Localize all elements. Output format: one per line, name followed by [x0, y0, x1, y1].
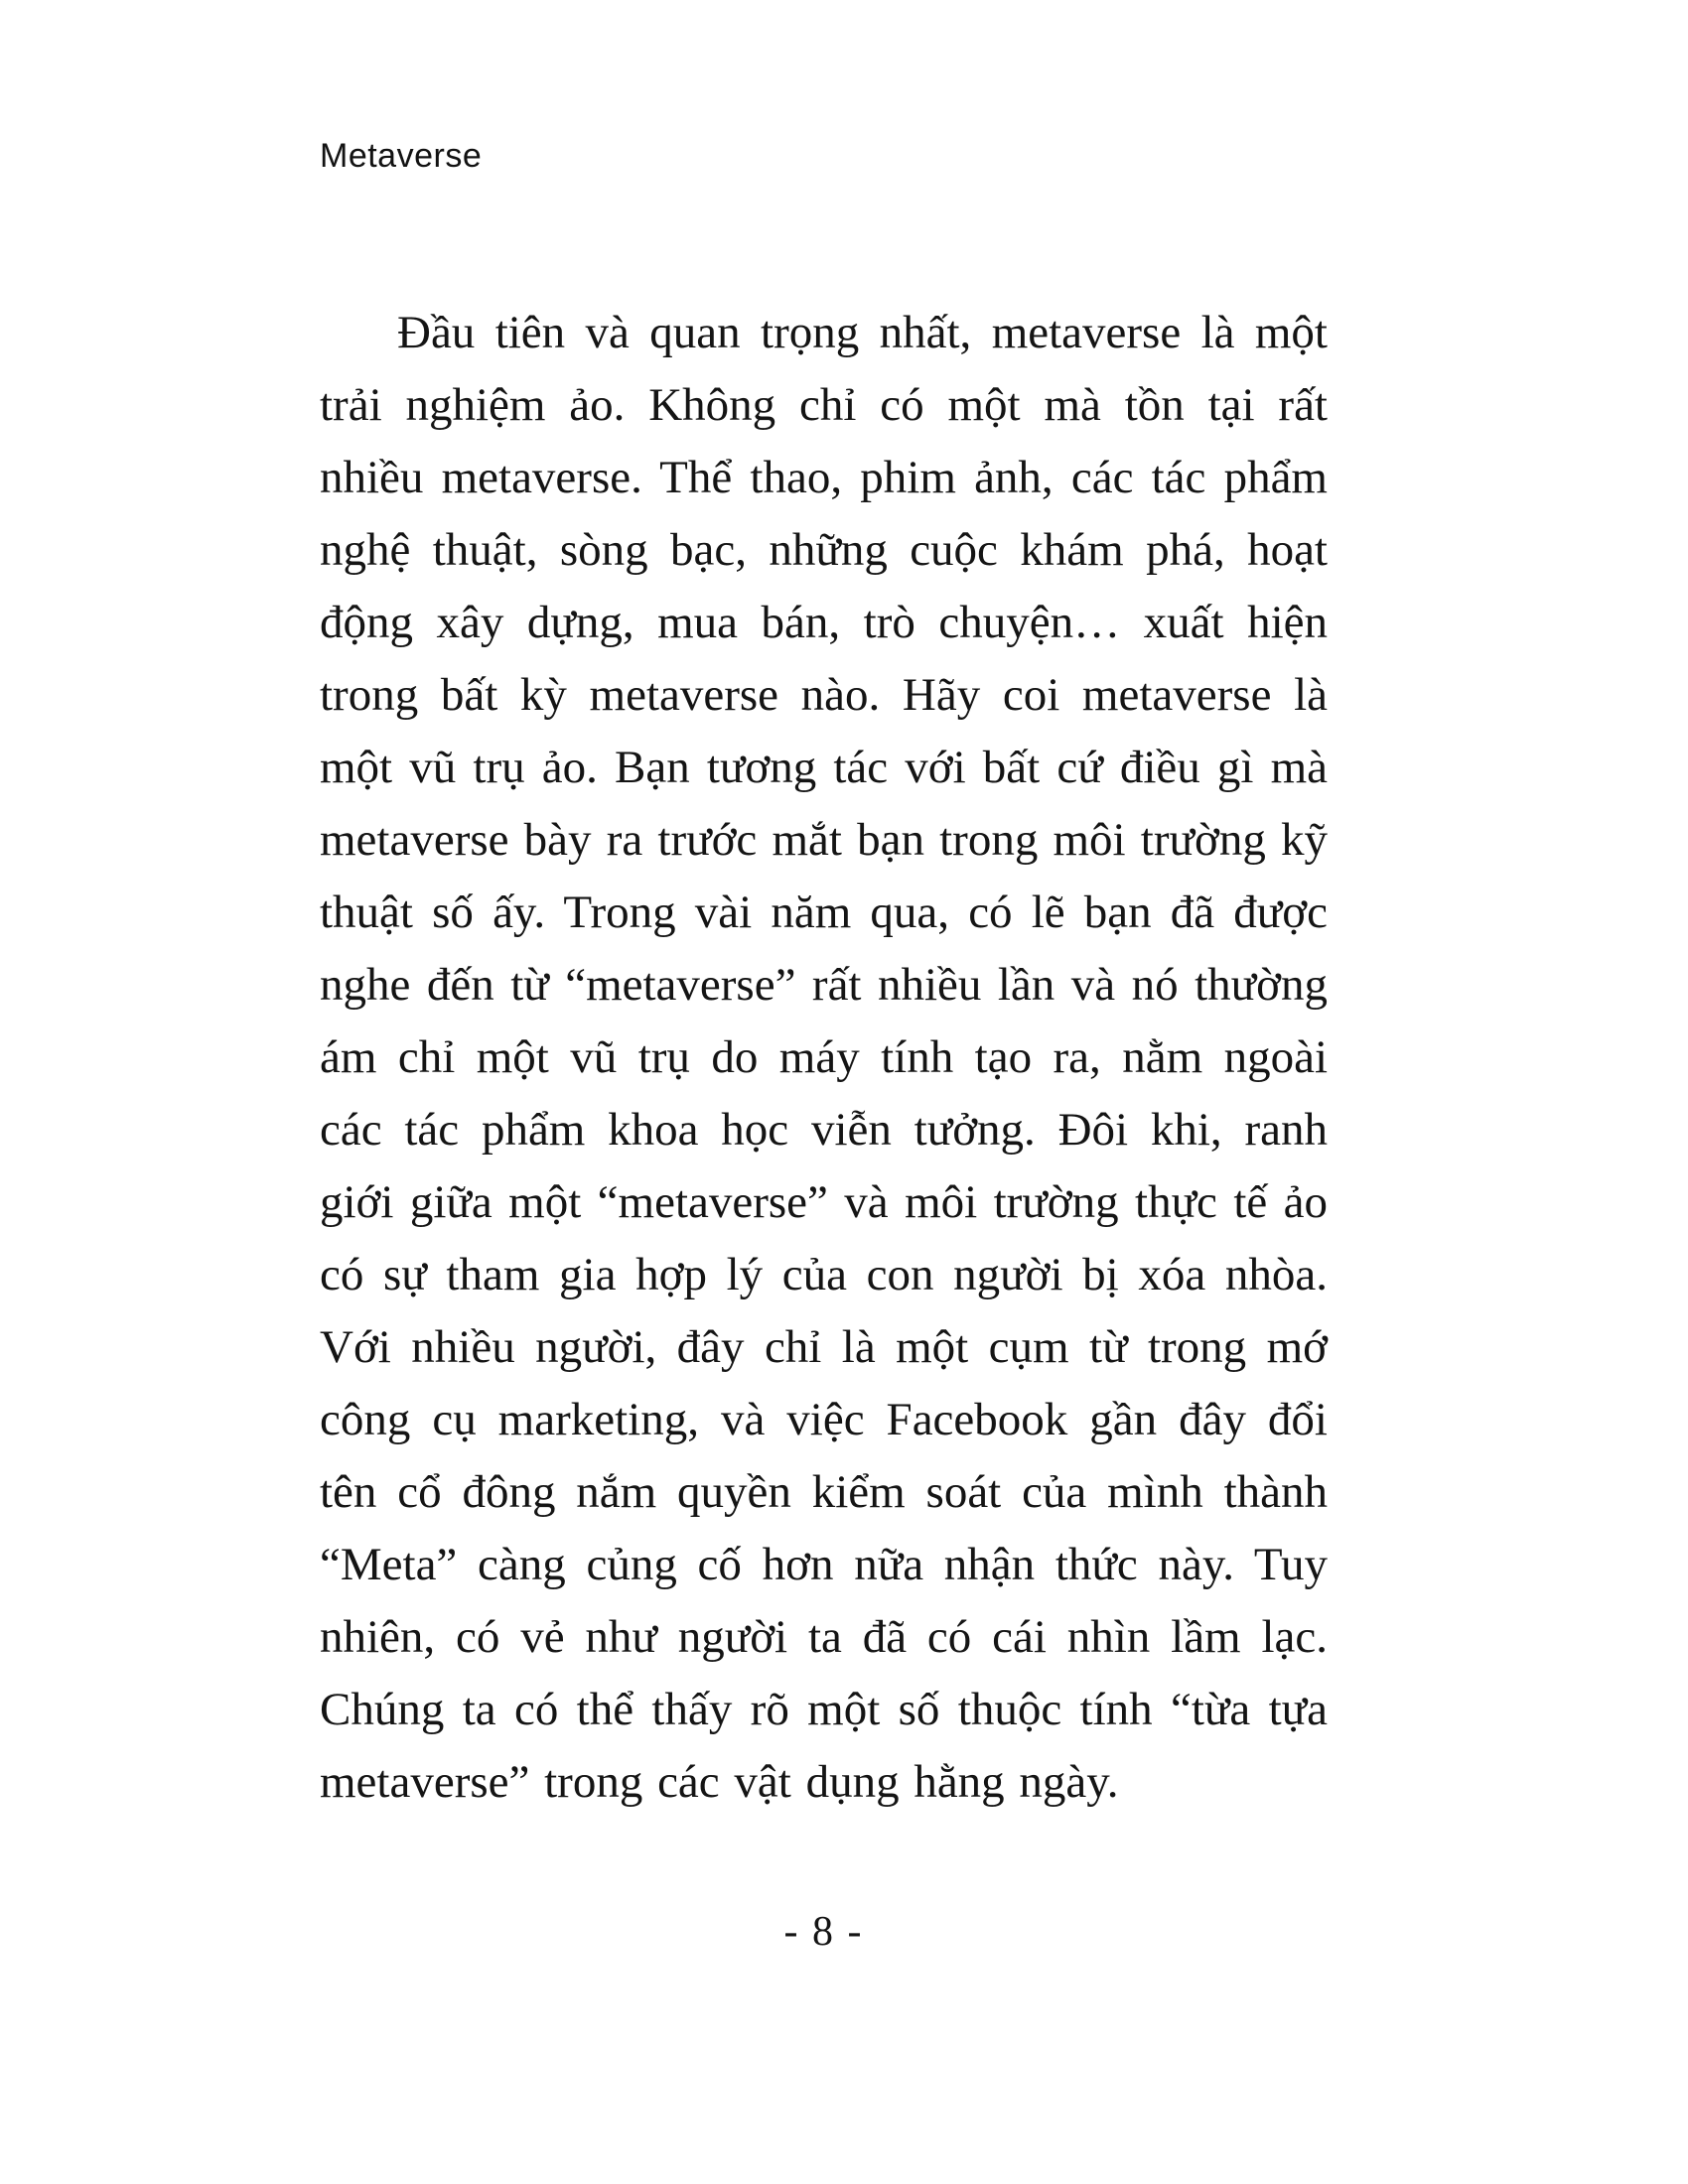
running-header: Metaverse: [320, 137, 483, 175]
body-paragraph: Đầu tiên và quan trọng nhất, metaverse là một trải nghiệm ảo. Không chỉ có một mà tồn tại rất nhiều metaverse. Thể thao, phim ảnh, các tác phẩm nghệ thuật, sòng bạc, những cuộc khám phá, hoạt động xây dựng, mua bán, trò chuyện… xuất hiện trong bất kỳ metaverse nào. Hãy coi metaverse là một vũ trụ ảo. Bạn tương tác với bất cứ điều gì mà metaverse bày ra trước mắt bạn trong môi trường kỹ thuật số ấy. Trong vài năm qua, có lẽ bạn đã được nghe đến từ “metaverse” rất nhiều lần và nó thường ám chỉ một vũ trụ do máy tính tạo ra, nằm ngoài các tác phẩm khoa học viễn tưởng. Đôi khi, ranh giới giữa một “metaverse” và môi trường thực tế ảo có sự tham gia hợp lý của con người bị xóa nhòa. Với nhiều người, đây chỉ là một cụm từ trong mớ công cụ marketing, và việc Facebook gần đây đổi tên cổ đông nắm quyền kiểm soát của mình thành “Meta” càng củng cố hơn nữa nhận thức này. Tuy nhiên, có vẻ như người ta đã có cái nhìn lầm lạc. Chúng ta có thể thấy rõ một số thuộc tính “từa tựa metaverse” trong các vật dụng hằng ngày.: [320, 307, 1328, 1808]
page-number: - 8 -: [783, 1909, 864, 1955]
